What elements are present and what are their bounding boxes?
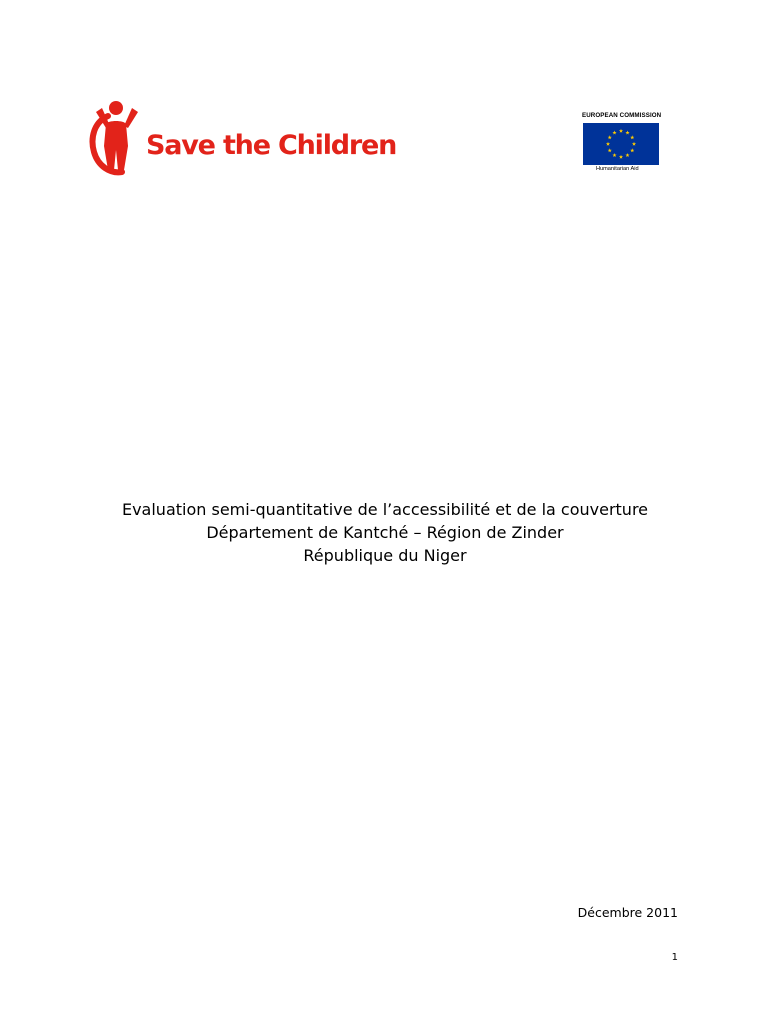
european-commission-logo <box>580 113 660 175</box>
child-figure-icon <box>88 98 144 176</box>
document-date: Décembre 2011 <box>577 905 678 920</box>
title-line-3: République du Niger <box>303 546 467 565</box>
page-number: 1 <box>671 952 678 963</box>
title-line-2: Département de Kantché – Région de Zinder <box>206 523 564 542</box>
eu-logo-bottom-text: Humanitarian Aid <box>596 166 639 172</box>
save-the-children-logo <box>88 98 397 176</box>
document-title <box>60 498 710 567</box>
title-line-1: Evaluation semi-quantitative de l’accessibilité et de la couverture <box>121 500 649 519</box>
eu-logo-top-text: EUROPEAN COMMISSION <box>582 112 662 119</box>
save-the-children-wordmark: Save the Children <box>146 130 397 161</box>
